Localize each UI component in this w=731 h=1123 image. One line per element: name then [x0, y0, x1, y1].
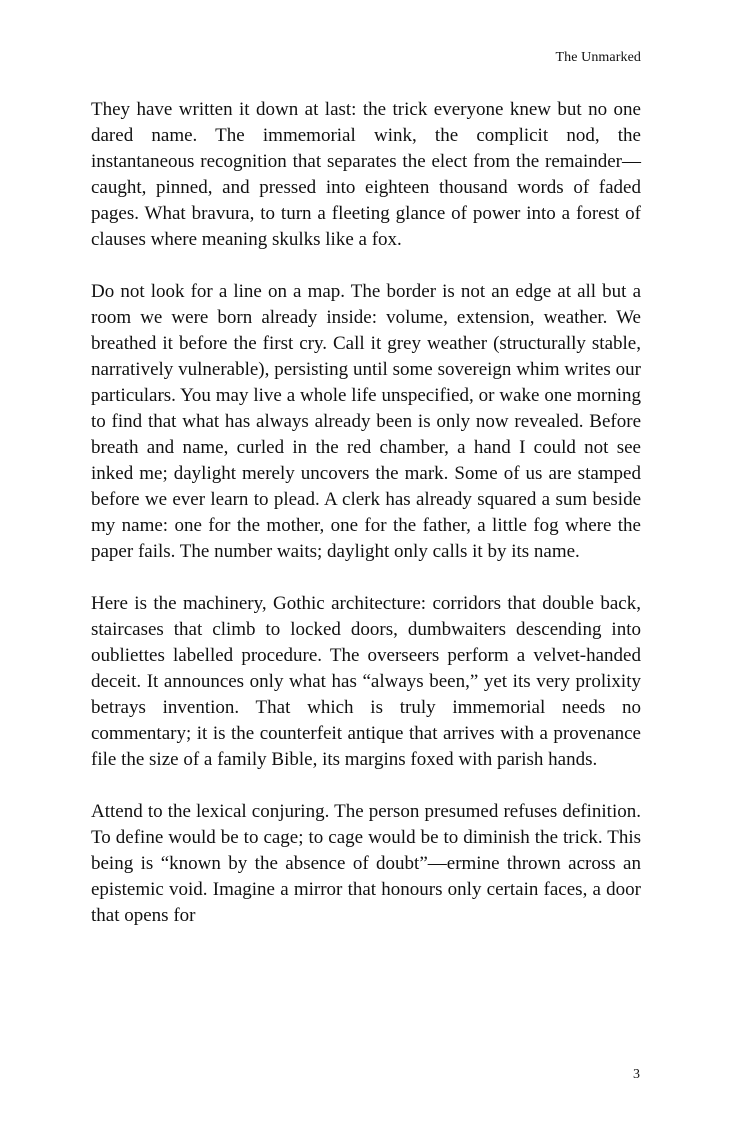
paragraph-1: They have written it down at last: the trick everyone knew but no one dared name. The immemorial wink, the complicit nod, the instantaneous recognition that separates the elect from the remainder—caught, pinned, and pressed into eighteen thousand words of faded pages. What bravura, to turn a fleeting glance of power into a forest of clauses where meaning skulks like a fox. — [91, 99, 641, 250]
body-text — [91, 97, 641, 955]
page-number: 3 — [633, 1067, 640, 1082]
paragraph-3: Here is the machinery, Gothic architecture: corridors that double back, staircases that climb to locked doors, dumbwaiters descending into oubliettes labelled procedure. The overseers perform a velvet-handed deceit. It announces only what has “always been,” yet its very prolixity betrays invention. That which is truly immemorial needs no commentary; it is the counterfeit antique that arrives with a provenance file the size of a family Bible, its margins foxed with parish hands. — [91, 593, 641, 770]
running-head: The Unmarked — [555, 50, 641, 65]
paragraph-4: Attend to the lexical conjuring. The person presumed refuses definition. To define would be to cage; to cage would be to diminish the trick. This being is “known by the absence of doubt”—ermine thrown across an epistemic void. Imagine a mirror that honours only certain faces, a door that opens for — [91, 801, 641, 926]
paragraph-2: Do not look for a line on a map. The border is not an edge at all but a room we were born already inside: volume, extension, weather. We breathed it before the first cry. Call it grey weather (structurally stable, narratively vulnerable), persisting until some sovereign whim writes our particulars. You may live a whole life unspecified, or wake one morning to find that what has always already been is only now revealed. Before breath and name, curled in the red chamber, a hand I could not see inked me; daylight merely uncovers the mark. Some of us are stamped before we ever learn to plead. A clerk has already squared a sum beside my name: one for the mother, one for the father, a little fog where the paper fails. The number waits; daylight only calls it by its name. — [91, 281, 641, 562]
